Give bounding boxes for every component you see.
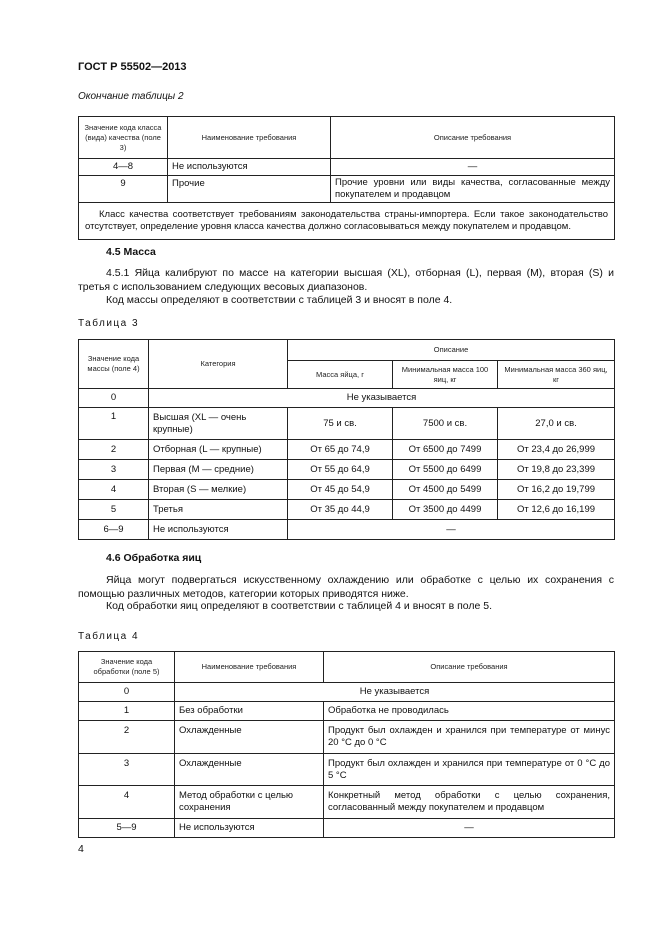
table3-cell-category: Отборная (L — крупные) [149, 440, 288, 460]
table-row [79, 520, 615, 540]
table3-cell-code: 3 [79, 460, 149, 480]
table2-cell-name: Не используются [168, 159, 331, 176]
table4-cell-code: 0 [79, 683, 175, 702]
table-row [79, 176, 615, 203]
table3-cell-category: Высшая (XL — очень крупные) [149, 408, 288, 440]
table3-cell-mass: От 65 до 74,9 [288, 440, 393, 460]
table4-header-name: Наименование требования [175, 652, 324, 683]
table-4-caption: Таблица 4 [78, 631, 140, 642]
table3-header-mass: Масса яйца, г [288, 361, 393, 389]
table4-cell-desc: Конкретный метод обработки с целью сохранения, согласованный между покупателем и продавцом [324, 786, 615, 819]
table3-cell-category: Вторая (S — мелкие) [149, 480, 288, 500]
table3-cell-min360: От 12,6 до 16,199 [498, 500, 615, 520]
table-row [79, 500, 615, 520]
page-number: 4 [78, 843, 84, 855]
table4-cell-desc: — [324, 819, 615, 838]
table-3-caption: Таблица 3 [78, 318, 140, 329]
table3-cell-category: Первая (M — средние) [149, 460, 288, 480]
table3-cell-mass: От 45 до 54,9 [288, 480, 393, 500]
table3-cell-min360: От 16,2 до 19,799 [498, 480, 615, 500]
table3-header-description: Описание [288, 340, 615, 361]
table3-cell-min100: От 5500 до 6499 [393, 460, 498, 480]
section-4-6-title: 4.6 Обработка яиц [106, 552, 202, 564]
table2-cell-code: 9 [79, 176, 168, 203]
table4-cell-code: 4 [79, 786, 175, 819]
table3-cell-min100: От 3500 до 4499 [393, 500, 498, 520]
table-row [79, 159, 615, 176]
section-4-5-title: 4.5 Масса [106, 246, 156, 258]
table-row [79, 480, 615, 500]
table-4 [78, 651, 615, 838]
table3-cell-min360: 27,0 и св. [498, 408, 615, 440]
table3-cell-min100: От 6500 до 7499 [393, 440, 498, 460]
table3-cell-category: Третья [149, 500, 288, 520]
table3-header-category: Категория [149, 340, 288, 389]
table4-cell-not-specified: Не указывается [175, 683, 615, 702]
table3-cell-code: 4 [79, 480, 149, 500]
table3-cell-code: 5 [79, 500, 149, 520]
table-row [79, 389, 615, 408]
table3-cell-not-specified: Не указывается [149, 389, 615, 408]
table3-header-min360: Минимальная масса 360 яиц, кг [498, 361, 615, 389]
table2-cell-code: 4—8 [79, 159, 168, 176]
table2-header-desc: Описание требования [331, 117, 615, 159]
table2-header-code: Значение кода класса (вида) качества (поле 3) [79, 117, 168, 159]
table4-header-code: Значение кода обработки (поле 5) [79, 652, 175, 683]
section-4-5-paragraph-1: 4.5.1 Яйца калибруют по массе на категории высшая (XL), отборная (L), первая (M), вторая (S) и третья с использованием следующих весовых диапазонов. [78, 267, 614, 293]
table-row [79, 460, 615, 480]
table3-header-code: Значение кода массы (поле 4) [79, 340, 149, 389]
table3-cell-min360: От 23,4 до 26,999 [498, 440, 615, 460]
table4-cell-desc: Продукт был охлажден и хранился при температуре от минус 20 °С до 0 °С [324, 721, 615, 754]
table2-cell-desc: Прочие уровни или виды качества, согласованные между покупателем и продавцом [331, 176, 615, 203]
table4-cell-name: Метод обработки с целью сохранения [175, 786, 324, 819]
table-row [79, 786, 615, 819]
table3-cell-mass: 75 и св. [288, 408, 393, 440]
table-row [79, 819, 615, 838]
table4-cell-desc: Обработка не проводилась [324, 702, 615, 721]
section-4-5-paragraph-2: Код массы определяют в соответствии с таблицей 3 и вносят в поле 4. [106, 294, 453, 306]
table2-cell-desc: — [331, 159, 615, 176]
table-row [79, 721, 615, 754]
table2-cell-name: Прочие [168, 176, 331, 203]
table3-cell-dash: — [288, 520, 615, 540]
table-2 [78, 116, 615, 240]
table3-cell-min100: 7500 и св. [393, 408, 498, 440]
table3-cell-code: 1 [79, 408, 149, 440]
table4-cell-code: 3 [79, 754, 175, 786]
table3-cell-min100: От 4500 до 5499 [393, 480, 498, 500]
table3-cell-mass: От 35 до 44,9 [288, 500, 393, 520]
table3-cell-mass: От 55 до 64,9 [288, 460, 393, 480]
table4-header-desc: Описание требования [324, 652, 615, 683]
table-row [79, 754, 615, 786]
table4-cell-name: Без обработки [175, 702, 324, 721]
table2-note: Класс качества соответствует требованиям законодательства страны-импортера. Если такое законодательство отсутствует, определение уровня класса качества должно согласовываться между покупателем и продавцом. [79, 203, 615, 240]
table-row [79, 408, 615, 440]
table3-cell-min360: От 19,8 до 23,399 [498, 460, 615, 480]
table-continuation-caption: Окончание таблицы 2 [78, 91, 184, 102]
table-3 [78, 339, 615, 540]
table4-cell-code: 2 [79, 721, 175, 754]
table3-cell-code: 2 [79, 440, 149, 460]
table3-header-min100: Минимальная масса 100 яиц, кг [393, 361, 498, 389]
table2-header-name: Наименование требования [168, 117, 331, 159]
section-4-6-paragraph-1: Яйца могут подвергаться искусственному охлаждению или обработке с целью их сохранения с помощью различных методов, категории которых приводятся ниже. [78, 574, 614, 600]
table4-cell-code: 5—9 [79, 819, 175, 838]
table4-cell-desc: Продукт был охлажден и хранился при температуре от 0 °С до 5 °С [324, 754, 615, 786]
table4-cell-code: 1 [79, 702, 175, 721]
table3-cell-category: Не используются [149, 520, 288, 540]
table3-cell-code: 6—9 [79, 520, 149, 540]
table4-cell-name: Охлажденные [175, 721, 324, 754]
document-code: ГОСТ Р 55502—2013 [78, 61, 187, 73]
table3-cell-code: 0 [79, 389, 149, 408]
table-row [79, 440, 615, 460]
table-row [79, 702, 615, 721]
table4-cell-name: Не используются [175, 819, 324, 838]
table4-cell-name: Охлажденные [175, 754, 324, 786]
table-row [79, 683, 615, 702]
section-4-6-paragraph-2: Код обработки яиц определяют в соответствии с таблицей 4 и вносят в поле 5. [106, 600, 493, 612]
